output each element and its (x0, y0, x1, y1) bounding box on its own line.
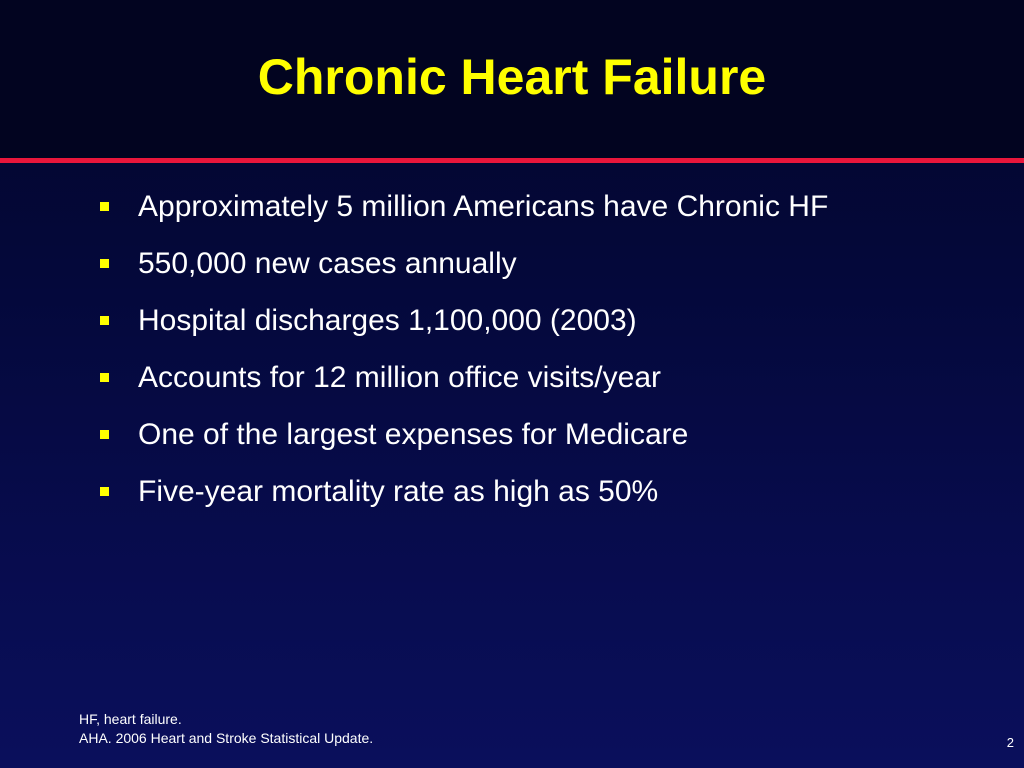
title-divider (0, 158, 1024, 163)
bullet-item (100, 300, 980, 357)
bullet-text: Accounts for 12 million office visits/year (138, 361, 661, 394)
square-bullet-icon (100, 430, 109, 439)
bullet-item (100, 186, 980, 243)
footnote-abbreviation: HF, heart failure. (79, 711, 182, 727)
bullet-text: 550,000 new cases annually (138, 247, 517, 280)
bullet-text: Five-year mortality rate as high as 50% (138, 475, 659, 508)
bullet-item (100, 414, 980, 471)
bullet-item (100, 243, 980, 300)
footnote-source: AHA. 2006 Heart and Stroke Statistical Update. (79, 730, 374, 746)
footnote (79, 710, 373, 748)
bullet-list (100, 186, 980, 528)
square-bullet-icon (100, 316, 109, 325)
bullet-item (100, 471, 980, 528)
square-bullet-icon (100, 202, 109, 211)
page-number: 2 (1006, 735, 1014, 750)
square-bullet-icon (100, 259, 109, 268)
bullet-text: Approximately 5 million Americans have Chronic HF (138, 190, 829, 223)
bullet-text: One of the largest expenses for Medicare (138, 418, 689, 451)
square-bullet-icon (100, 487, 109, 496)
bullet-item (100, 357, 980, 414)
square-bullet-icon (100, 373, 109, 382)
bullet-text: Hospital discharges 1,100,000 (2003) (138, 304, 637, 337)
slide-title: Chronic Heart Failure (257, 49, 767, 105)
